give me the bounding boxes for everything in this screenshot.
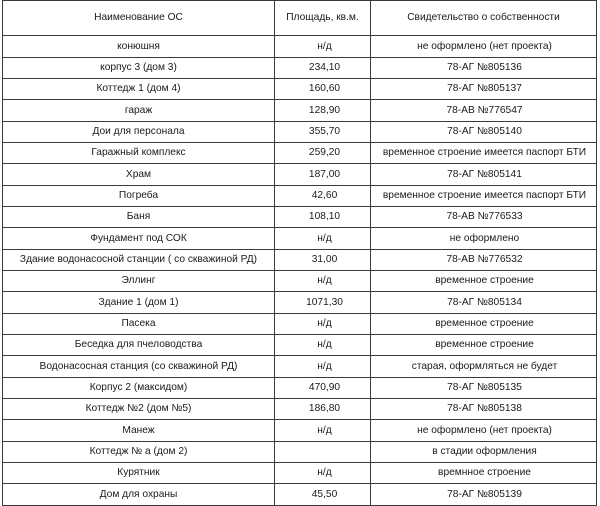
cell-certificate: 78-АГ №805140 [371,122,597,143]
table-row [3,79,597,100]
cell-area: н/д [275,36,371,58]
cell-area: н/д [275,314,371,335]
cell-name: Беседка для пчеловодства [3,335,275,356]
cell-name: Гаражный комплекс [3,143,275,164]
cell-certificate: не оформлено [371,228,597,250]
cell-area: 355,70 [275,122,371,143]
cell-area: 1071,30 [275,292,371,314]
cell-certificate: 78-АГ №805135 [371,378,597,399]
table-row [3,122,597,143]
assets-table [2,0,597,506]
cell-certificate: 78-АВ №776532 [371,250,597,271]
cell-area: 108,10 [275,207,371,228]
table-row [3,335,597,356]
cell-area: н/д [275,228,371,250]
cell-certificate: 78-АГ №805139 [371,484,597,506]
table-row [3,271,597,292]
table-row [3,484,597,506]
cell-area: 259,20 [275,143,371,164]
cell-area: 234,10 [275,58,371,79]
cell-area: н/д [275,420,371,442]
header-row [3,1,597,36]
table-row [3,186,597,207]
cell-area: 42,60 [275,186,371,207]
cell-area: н/д [275,463,371,484]
cell-name: Пасека [3,314,275,335]
cell-area: н/д [275,356,371,378]
cell-certificate: не оформлено (нет проекта) [371,420,597,442]
cell-name: Здание 1 (дом 1) [3,292,275,314]
cell-name: Коттедж № а (дом 2) [3,442,275,463]
cell-area: 31,00 [275,250,371,271]
cell-certificate: 78-АГ №805134 [371,292,597,314]
table-row [3,36,597,58]
table-header [3,1,597,36]
table-row [3,250,597,271]
table-row [3,207,597,228]
cell-area: 128,90 [275,100,371,122]
cell-area: 160,60 [275,79,371,100]
cell-certificate: времнное строение [371,463,597,484]
cell-area: 45,50 [275,484,371,506]
cell-name: Дом для охраны [3,484,275,506]
cell-certificate: 78-АГ №805137 [371,79,597,100]
cell-certificate: временное строение имеется паспорт БТИ [371,186,597,207]
cell-certificate: временное строение [371,271,597,292]
cell-name: Фундамент под СОК [3,228,275,250]
cell-name: Водонасосная станция (со скважиной РД) [3,356,275,378]
cell-area [275,442,371,463]
cell-name: гараж [3,100,275,122]
cell-name: конюшня [3,36,275,58]
cell-name: Здание водонасосной станции ( со скважиной РД) [3,250,275,271]
cell-area: н/д [275,335,371,356]
cell-name: Дои для персонала [3,122,275,143]
table-body [3,36,597,506]
table-row [3,228,597,250]
table-row [3,164,597,186]
cell-name: Корпус 2 (максидом) [3,378,275,399]
cell-certificate: старая, оформляться не будет [371,356,597,378]
table-row [3,292,597,314]
cell-certificate: 78-АВ №776533 [371,207,597,228]
cell-area: 470,90 [275,378,371,399]
cell-area: 186,80 [275,399,371,420]
cell-name: Манеж [3,420,275,442]
table-row [3,143,597,164]
cell-name: Коттедж 1 (дом 4) [3,79,275,100]
cell-name: Погреба [3,186,275,207]
cell-certificate: 78-АГ №805141 [371,164,597,186]
table-row [3,58,597,79]
cell-name: Курятник [3,463,275,484]
table-row [3,399,597,420]
table-row [3,314,597,335]
table-row [3,378,597,399]
table-row [3,420,597,442]
cell-name: Баня [3,207,275,228]
cell-area: н/д [275,271,371,292]
cell-certificate: в стадии оформления [371,442,597,463]
cell-certificate: временное строение имеется паспорт БТИ [371,143,597,164]
cell-name: Коттедж №2 (дом №5) [3,399,275,420]
cell-area: 187,00 [275,164,371,186]
cell-certificate: временное строение [371,314,597,335]
table-row [3,356,597,378]
header-certificate: Свидетельство о собственности [371,1,597,36]
cell-name: Эллинг [3,271,275,292]
cell-certificate: 78-АГ №805136 [371,58,597,79]
cell-name: корпус 3 (дом 3) [3,58,275,79]
header-area: Площадь, кв.м. [275,1,371,36]
cell-certificate: не оформлено (нет проекта) [371,36,597,58]
table-row [3,100,597,122]
table-row [3,463,597,484]
header-name: Наименование ОС [3,1,275,36]
cell-certificate: временное строение [371,335,597,356]
cell-certificate: 78-АВ №776547 [371,100,597,122]
cell-certificate: 78-АГ №805138 [371,399,597,420]
cell-name: Храм [3,164,275,186]
table-row [3,442,597,463]
